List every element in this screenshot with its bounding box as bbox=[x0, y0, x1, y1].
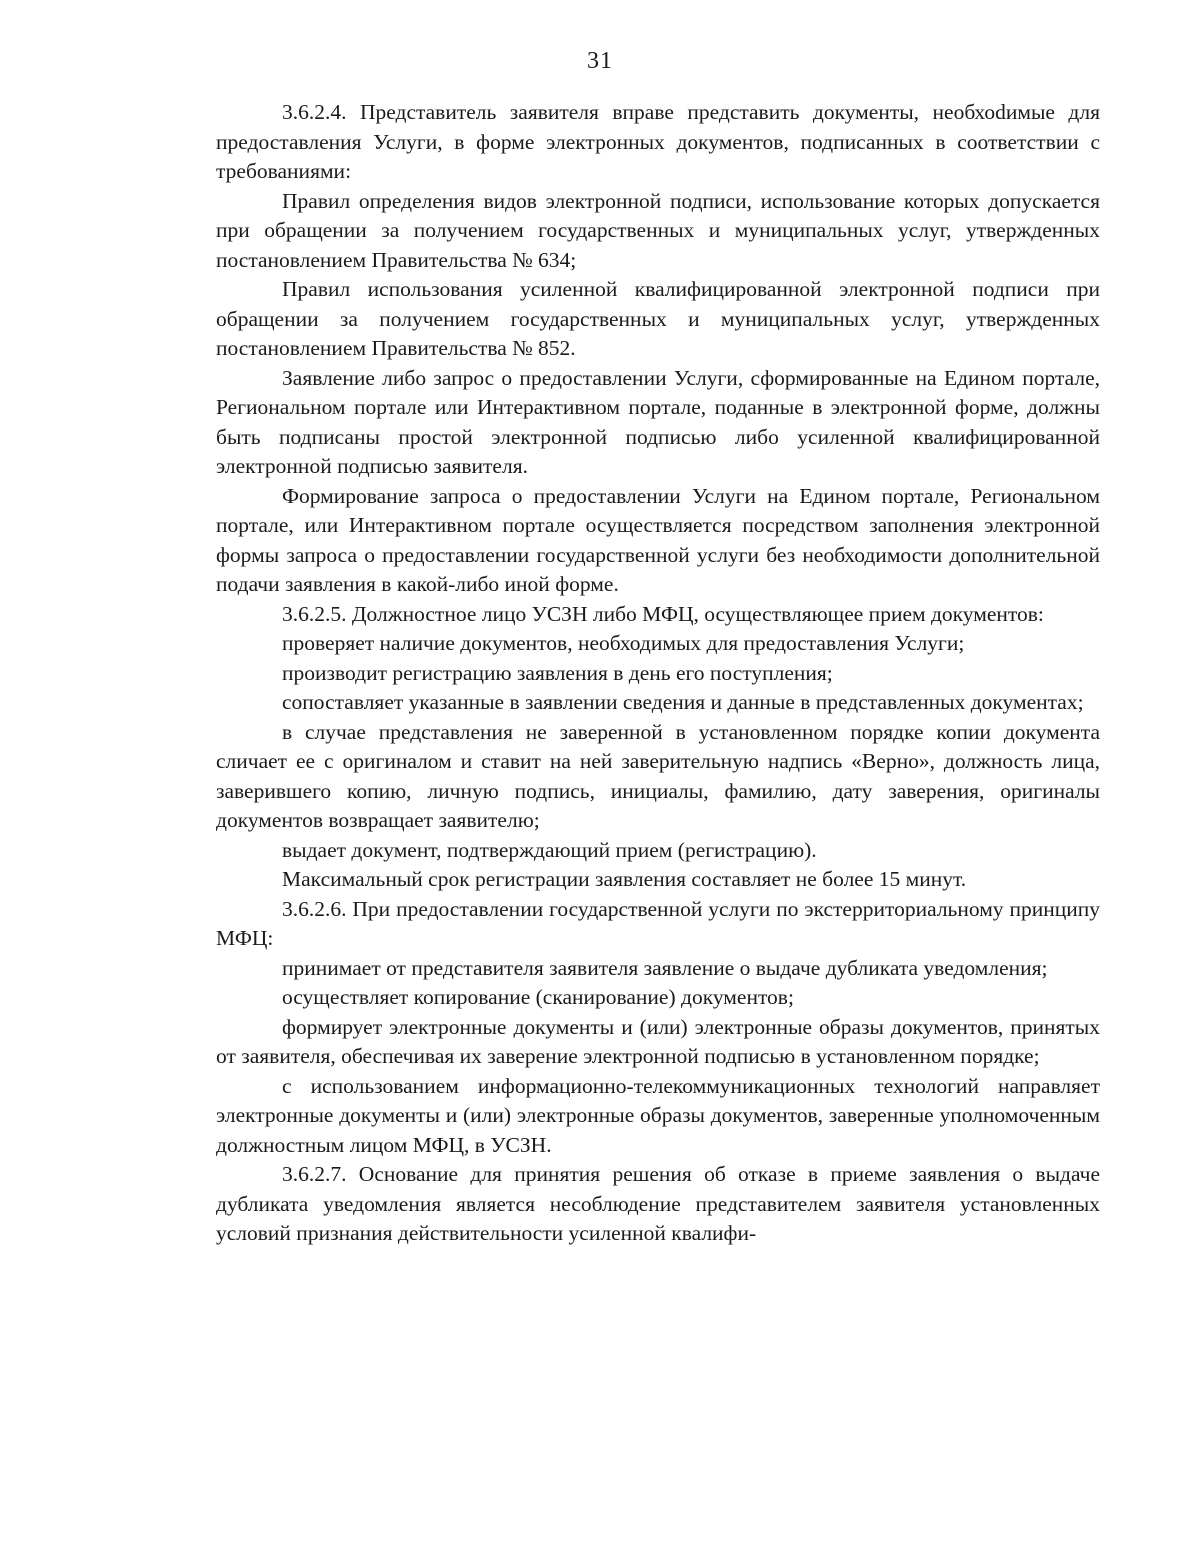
list-item-checks-documents: проверяет наличие документов, необходимых для предоставления Услуги; bbox=[282, 631, 965, 655]
page-number: 31 bbox=[587, 48, 613, 74]
paragraph-max-registration-time: Максимальный срок регистрации заявления составляет не более 15 минут. bbox=[282, 867, 967, 891]
document-body bbox=[216, 98, 1100, 1249]
list-item-copies-documents: осуществляет копирование (сканирование) документов; bbox=[282, 985, 794, 1009]
paragraph-request-forming: Формирование запроса о предоставлении Услуги на Едином портале, Региональном портале, или Интерактивном портале осуществляется посредством заполнения электронной формы запроса о предоставлении государственной услуги без необходимости дополнительной подачи заявления в какой-либо иной форме. bbox=[216, 483, 1100, 596]
list-item-accepts-application: принимает от представителя заявителя заявление о выдаче дубликата уведомления; bbox=[282, 955, 1048, 980]
paragraph-rules-634: Правил определения видов электронной подписи, использование которых допускается при обращении за получением государственных и муниципальных услуг, утвержденных постановлением Правительства № 634; bbox=[216, 188, 1100, 272]
list-item-registers-application: производит регистрацию заявления в день его поступления; bbox=[282, 660, 833, 685]
paragraph-3-6-2-6: 3.6.2.6. При предоставлении государственной услуги по экстерриториальному принципу МФЦ: bbox=[216, 896, 1100, 950]
paragraph-3-6-2-5: 3.6.2.5. Должностное лицо УСЗН либо МФЦ, осуществляющее прием документов: bbox=[282, 601, 1044, 626]
list-item-forms-electronic-documents: формирует электронные документы и (или) электронные образы документов, принятых от заявителя, обеспечивая их заверение электронной подписью в установленном порядке; bbox=[216, 1014, 1100, 1068]
list-item-issues-receipt: выдает документ, подтверждающий прием (регистрацию). bbox=[282, 837, 817, 862]
paragraph-application-signature: Заявление либо запрос о предоставлении Услуги, сформированные на Едином портале, Региональном портале или Интерактивном портале, поданные в электронной форме, должны быть подписаны простой электронной подписью либо усиленной квалифицированной электронной подписью заявителя. bbox=[216, 365, 1100, 478]
list-item-compares-data: сопоставляет указанные в заявлении сведения и данные в представленных документах; bbox=[282, 690, 1084, 714]
list-item-sends-documents: с использованием информационно-телекоммуникационных технологий направляет электронные документы и (или) электронные образы документов, заверенные уполномоченным должностным лицом МФЦ, в УСЗН. bbox=[216, 1073, 1100, 1157]
paragraph-rules-852: Правил использования усиленной квалифицированной электронной подписи при обращении за получением государственных и муниципальных услуг, утвержденных постановлением Правительства № 852. bbox=[216, 277, 1100, 360]
paragraph-3-6-2-7: 3.6.2.7. Основание для принятия решения об отказе в приеме заявления о выдаче дубликата уведомления является несоблюдение представителем заявителя установленных условий признания действительности усиленной квалифи- bbox=[216, 1162, 1100, 1245]
paragraph-3-6-2-4: 3.6.2.4. Представитель заявителя вправе представить документы, необхоdимые для предоставления Услуги, в форме электронных документов, подписанных в соответствии с требованиями: bbox=[216, 100, 1100, 183]
list-item-certifies-copy: в случае представления не заверенной в установленном порядке копии документа сличает ее с оригиналом и ставит на ней заверительную надпись «Верно», должность лица, заверившего копию, личную подпись, инициалы, фамилию, дату заверения, оригиналы документов возвращает заявителю; bbox=[216, 719, 1100, 832]
